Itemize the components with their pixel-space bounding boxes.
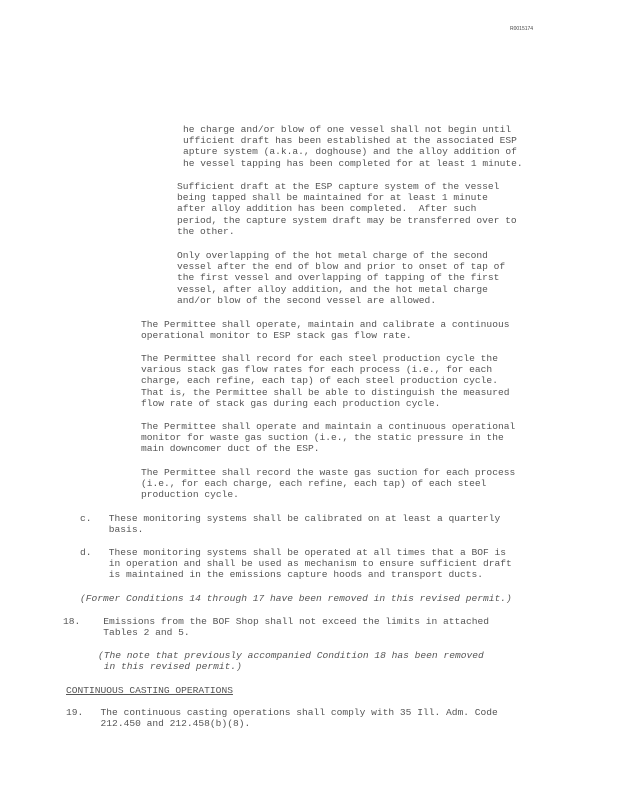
- text-line: the first vessel and overlapping of tapping of the first: [177, 272, 500, 284]
- text-line: is maintained in the emissions capture hoods and transport ducts.: [80, 569, 484, 581]
- text-line: Tables 2 and 5.: [63, 627, 190, 639]
- paragraph-overlapping: [177, 250, 505, 306]
- text-line: (i.e., for each charge, each refine, each tap) of each steel: [141, 478, 487, 490]
- text-line: Only overlapping of the hot metal charge of the second: [177, 250, 488, 261]
- text-line: production cycle.: [141, 489, 239, 501]
- paragraph-flow-monitor: [141, 319, 509, 341]
- paragraph-charge-blow: [183, 124, 523, 169]
- page-id: R0015174: [510, 26, 534, 32]
- text-line: and/or blow of the second vessel are allowed.: [177, 294, 437, 306]
- text-line: operational monitor to ESP stack gas flow rate.: [141, 330, 412, 342]
- text-line: The Permittee shall record the waste gas suction for each process: [141, 467, 516, 478]
- paragraph-item-d: [80, 547, 512, 581]
- paragraph-suction-record: [141, 467, 515, 501]
- text-line: the other.: [177, 225, 235, 237]
- section-heading-continuous-casting: CONTINUOUS CASTING OPERATIONS: [66, 685, 233, 696]
- text-line: in operation and shall be used as mechanism to ensure sufficient draft: [80, 558, 512, 570]
- text-line: he charge and/or blow of one vessel shall not begin until: [183, 124, 512, 135]
- text-line: The Permittee shall operate, maintain and calibrate a continuous: [141, 319, 510, 330]
- note-condition-18: [98, 650, 484, 672]
- text-line: c. These monitoring systems shall be calibrated on at least a quarterly: [80, 513, 501, 524]
- text-line: 18. Emissions from the BOF Shop shall not exceed the limits in attached: [63, 616, 490, 627]
- text-line: being tapped shall be maintained for at least 1 minute: [177, 192, 488, 204]
- text-line: d. These monitoring systems shall be operated at all times that a BOF is: [80, 547, 507, 558]
- text-line: vessel, after alloy addition, and the hot metal charge: [177, 283, 488, 295]
- text-line: apture system (a.k.a., doghouse) and the alloy addition of: [183, 146, 517, 158]
- text-line: in this revised permit.): [98, 661, 242, 673]
- text-line: period, the capture system draft may be transferred over to: [177, 214, 517, 226]
- text-line: Sufficient draft at the ESP capture system of the vessel: [177, 181, 500, 192]
- note-former-conditions: [80, 593, 512, 604]
- text-line: 19. The continuous casting operations shall comply with 35 Ill. Adm. Code: [66, 707, 498, 718]
- text-line: main downcomer duct of the ESP.: [141, 443, 320, 455]
- paragraph-item-c: [80, 513, 500, 535]
- text-line: monitor for waste gas suction (i.e., the static pressure in the: [141, 432, 504, 444]
- text-line: ufficient draft has been established at the associated ESP: [183, 135, 517, 147]
- text-line: charge, each refine, each tap) of each steel production cycle.: [141, 375, 498, 387]
- paragraph-sufficient-draft: [177, 181, 517, 237]
- text-line: vessel after the end of blow and prior to onset of tap of: [177, 261, 506, 273]
- text-line: various stack gas flow rates for each process (i.e., for each: [141, 364, 493, 376]
- text-line: he vessel tapping has been completed for at least 1 minute.: [183, 157, 523, 169]
- text-line: (The note that previously accompanied Condition 18 has been removed: [98, 650, 484, 661]
- condition-19: [66, 707, 498, 729]
- condition-18: [63, 616, 489, 638]
- paragraph-flow-record: [141, 353, 509, 409]
- text-line: The Permittee shall operate and maintain a continuous operational: [141, 421, 516, 432]
- text-line: The Permittee shall record for each steel production cycle the: [141, 353, 498, 364]
- text-line: (Former Conditions 14 through 17 have been removed in this revised permit.): [80, 593, 512, 604]
- text-line: 212.450 and 212.458(b)(8).: [66, 718, 251, 730]
- text-line: after alloy addition has been completed. After such: [177, 203, 477, 215]
- text-line: basis.: [80, 524, 144, 536]
- text-line: That is, the Permittee shall be able to distinguish the measured: [141, 386, 510, 398]
- text-line: flow rate of stack gas during each production cycle.: [141, 397, 441, 409]
- paragraph-suction-monitor: [141, 421, 515, 455]
